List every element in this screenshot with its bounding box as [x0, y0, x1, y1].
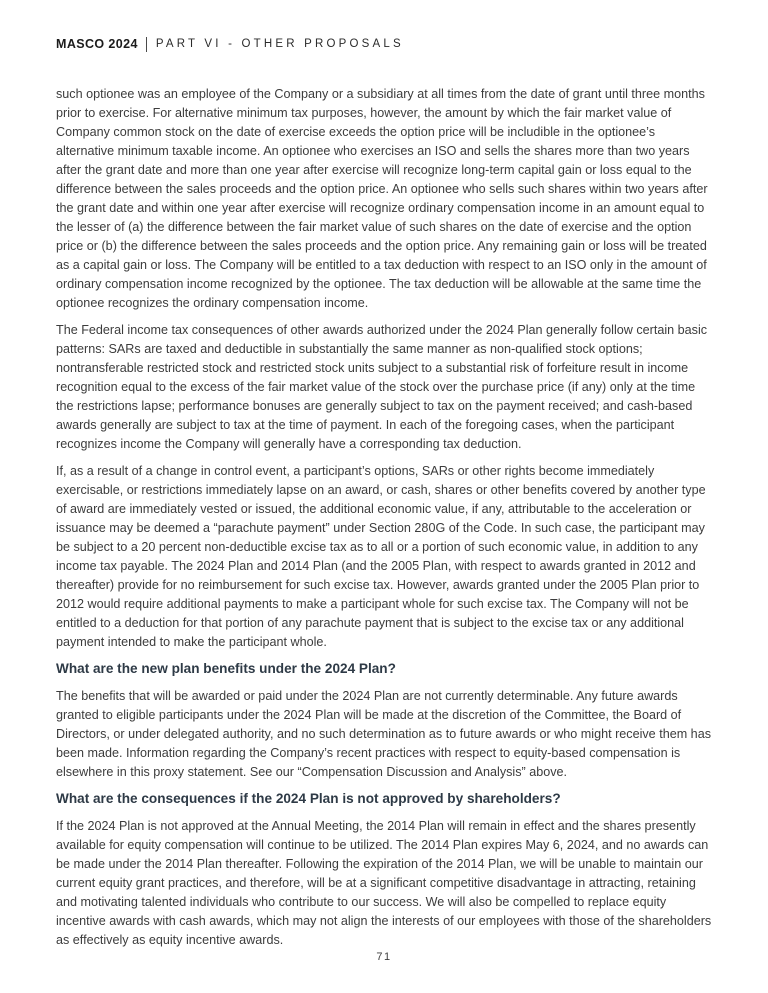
document-body [56, 85, 712, 950]
heading-new-plan-benefits: What are the new plan benefits under the 2024 Plan? [56, 661, 396, 676]
paragraph-change-in-control: If, as a result of a change in control event, a participant’s options, SARs or other rights become immediately exercisable, or restrictions immediately lapse on an award, or cash, shares or other benefits covered by another type of award are immediately vested or issued, the additional economic value, if any, attributable to the acceleration or issuance may be deemed a “parachute payment” under Section 280G of the Code. In such case, the participant may be subject to a 20 percent non-deductible excise tax as to all or a portion of such economic value, in addition to any income tax payable. The 2024 Plan and 2014 Plan (and the 2005 Plan, with respect to awards granted in 2012 and thereafter) provide for no reimbursement for such excise tax. However, awards granted under the 2005 Plan prior to 2012 would require additional payments to make a participant whole for such excise tax. The Company will not be entitled to a deduction for that portion of any parachute payment that is subject to the excise tax or any additional payment intended to make the participant whole. [56, 464, 706, 649]
page-header [56, 36, 712, 52]
heading-plan-not-approved: What are the consequences if the 2024 Plan is not approved by shareholders? [56, 791, 561, 806]
section-label: PART VI - OTHER PROPOSALS [155, 38, 404, 50]
paragraph-other-awards-tax: The Federal income tax consequences of other awards authorized under the 2024 Plan generally follow certain basic patterns: SARs are taxed and deductible in substantially the same manner as non-qualified stock options; nontransferable restricted stock and restricted stock units subject to a substantial risk of forfeiture result in income recognition equal to the excess of the fair market value of the stock over the purchase price (if any) only at the time the restrictions lapse; performance bonuses are generally subject to tax on the payment received; and cash-based awards generally are subject to tax at the time of payment. In each of the foregoing cases, when the participant recognizes income the Company will generally have a corresponding tax deduction. [56, 323, 708, 451]
page-number: 71 [376, 951, 392, 963]
paragraph-iso-tax-treatment: such optionee was an employee of the Company or a subsidiary at all times from the date of grant until three months prior to exercise. For alternative minimum tax purposes, however, the amount by which the fair market value of Company common stock on the date of exercise exceeds the option price will be includible in the optionee’s alternative minimum taxable income. An optionee who exercises an ISO and sells the shares more than two years after the grant date and more than one year after exercise will recognize long-term capital gain or loss equal to the difference between the sales proceeds and the option price. An optionee who sells such shares within two years after the grant date and within one year after exercise will recognize ordinary compensation income in an amount equal to the lesser of (a) the difference between the fair market value of such shares on the date of exercise and the option price or (b) the difference between the sales proceeds and the option price. Any remaining gain or loss will be treated as a capital gain or loss. The Company will be entitled to a tax deduction with respect to an ISO only in the amount of ordinary compensation income recognized by the optionee. The tax deduction will be allowable at the same time the optionee recognizes the ordinary compensation income. [56, 87, 708, 310]
paragraph-new-plan-benefits: The benefits that will be awarded or paid under the 2024 Plan are not currently determinable. Any future awards granted to eligible participants under the 2024 Plan will be made at the discretion of the Committee, the Board of Directors, or under delegated authority, and no such determination as to future awards or who might receive them has been made. Information regarding the Company’s recent practices with respect to equity-based compensation is elsewhere in this proxy statement. See our “Compensation Discussion and Analysis” above. [56, 689, 711, 779]
page-footer [0, 947, 768, 965]
paragraph-plan-not-approved: If the 2024 Plan is not approved at the Annual Meeting, the 2014 Plan will remain in effect and the shares presently available for equity compensation will continue to be utilized. The 2014 Plan expires May 6, 2024, and no awards can be made under the 2014 Plan thereafter. Following the expiration of the 2014 Plan, we will be unable to maintain our current equity grant practices, and therefore, will be at a significant competitive disadvantage in attracting, retaining and motivating talented individuals who contribute to our success. We will also be compelled to replace equity incentive awards with cash awards, which may not align the interests of our employees with those of the shareholders as effectively as equity incentive awards. [56, 819, 712, 947]
brand-label: MASCO 2024 [56, 37, 138, 51]
header-divider [146, 37, 147, 52]
